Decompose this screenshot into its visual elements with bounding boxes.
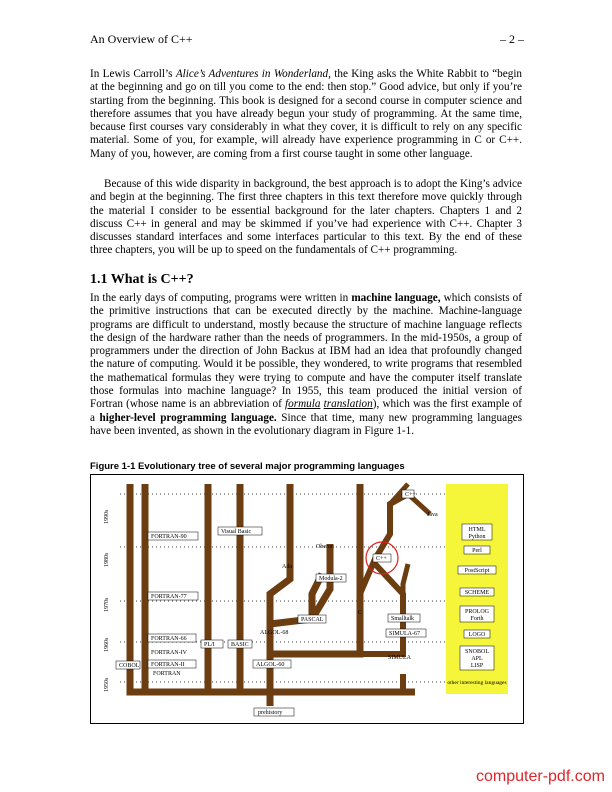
lang-logo: LOGO: [468, 632, 486, 638]
node-cpp-circle: C++: [376, 556, 387, 562]
lang-prolog: PROLOG: [464, 609, 490, 615]
node-basic: BASIC: [231, 642, 249, 648]
section-heading: 1.1 What is C++?: [90, 272, 194, 287]
node-fortran77: FORTRAN-77: [151, 594, 187, 600]
node-visual-basic: Visual Basic: [221, 529, 252, 535]
decade-label: 1980s: [104, 552, 110, 567]
node-fortran90: FORTRAN-90: [151, 534, 187, 540]
lang-apl: APL: [471, 656, 483, 662]
other-languages-caption: other interesting languages: [447, 680, 507, 686]
node-algol60: ALGOL-60: [256, 662, 285, 668]
decade-label: 1960s: [104, 637, 110, 652]
node-cpp-top: C++: [405, 492, 416, 498]
lang-python: Python: [468, 534, 486, 540]
page-number: – 2 –: [500, 32, 524, 46]
decade-label: 1970s: [104, 597, 110, 612]
lang-lisp: LISP: [470, 663, 484, 669]
node-pascal: PASCAL: [301, 617, 324, 623]
node-smalltalk: Smalltalk: [391, 616, 414, 622]
node-c: C: [358, 610, 363, 616]
node-ada: Ada: [282, 564, 292, 570]
watermark: computer-pdf.com: [476, 768, 605, 785]
node-oberon: Oberon: [316, 544, 334, 550]
node-simula: SIMULA: [388, 655, 412, 661]
node-prehistory: prehistory: [258, 710, 283, 716]
node-fortran66: FORTRAN-66: [151, 636, 187, 642]
decade-label: 1950s: [104, 677, 110, 692]
lang-html: HTML: [468, 527, 486, 533]
running-header-title: An Overview of C++: [90, 32, 193, 46]
background-paragraph: Because of this wide disparity in background, the best approach is to adopt the King’s advice and begin at the beginning. The first three chapters in this text therefore move quickly through the material I consider to be essential background for the later chapters. Chapters 1 and 2 discuss C++ in general and may be skimmed if you’ve had experience with C++. Chapter 3 discusses standard interfaces and some interfaces particular to this text. By the end of these three chapters, you will be up to speed on the fundamentals of C++ programming.: [90, 178, 522, 257]
node-fortran2: FORTRAN-II: [151, 662, 185, 668]
book-title: Alice’s Adventures in Wonderland,: [175, 68, 331, 80]
lang-scheme: SCHEME: [464, 590, 490, 596]
what-is-cpp-paragraph: In the early days of computing, programs were written in machine language, which consists of the primitive instructions that can be executed directly by the machine. Machine-language programs are difficult to understand, mostly because the structure of machine language reflects the design of the hardware rather than the needs of programmers. In the mid-1950s, a group of programmers under the direction of John Backus at IBM had an idea that profoundly changed the nature of computing. Would it be possible, they wondered, to write programs that resembled the mathematical formulas they were trying to compute and have the computer itself translate those formulas into machine language? In 1955, this team produced the initial version of Fortran (whose name is an abbreviation of formula translation), which was the first example of a higher-level programming language. Since that time, many new programming languages have been invented, as shown in the evolutionary diagram in Figure 1-1.: [90, 292, 523, 437]
intro-paragraph: In Lewis Carroll’s Alice’s Adventures in Wonderland, the King asks the White Rabbit to “begin at the beginning and go on till you come to the end: then stop.” Good advice, but only if you’re starting from the beginning. This book is designed for a second course in computer science and therefore assumes that you have already begun your study of programming. At the same time, because first courses vary considerably in what they cover, it is difficult to rely on any specific material. Some of you, for example, will already have experience programming in C or C++. Many of you, however, are coming from a first course taught in some other language.: [90, 68, 523, 160]
node-pl1: PL/I: [204, 642, 215, 648]
lang-snobol: SNOBOL: [464, 649, 490, 655]
node-java: Java: [427, 512, 438, 518]
node-simula67: SIMULA-67: [389, 631, 420, 637]
node-fortran4: FORTRAN-IV: [151, 650, 187, 656]
node-cobol: COBOL: [119, 663, 140, 669]
lang-postscript: PostScript: [464, 568, 490, 574]
figure-caption: Figure 1-1 Evolutionary tree of several major programming languages: [90, 461, 405, 472]
lang-perl: Perl: [472, 548, 482, 554]
decade-label: 1990s: [104, 509, 110, 524]
node-fortran: FORTRAN: [153, 671, 181, 677]
node-modula2: Modula-2: [319, 576, 343, 582]
node-algol68: ALGOL-68: [260, 630, 289, 636]
evolution-tree-figure: [90, 474, 524, 724]
lang-forth: Forth: [470, 616, 484, 622]
